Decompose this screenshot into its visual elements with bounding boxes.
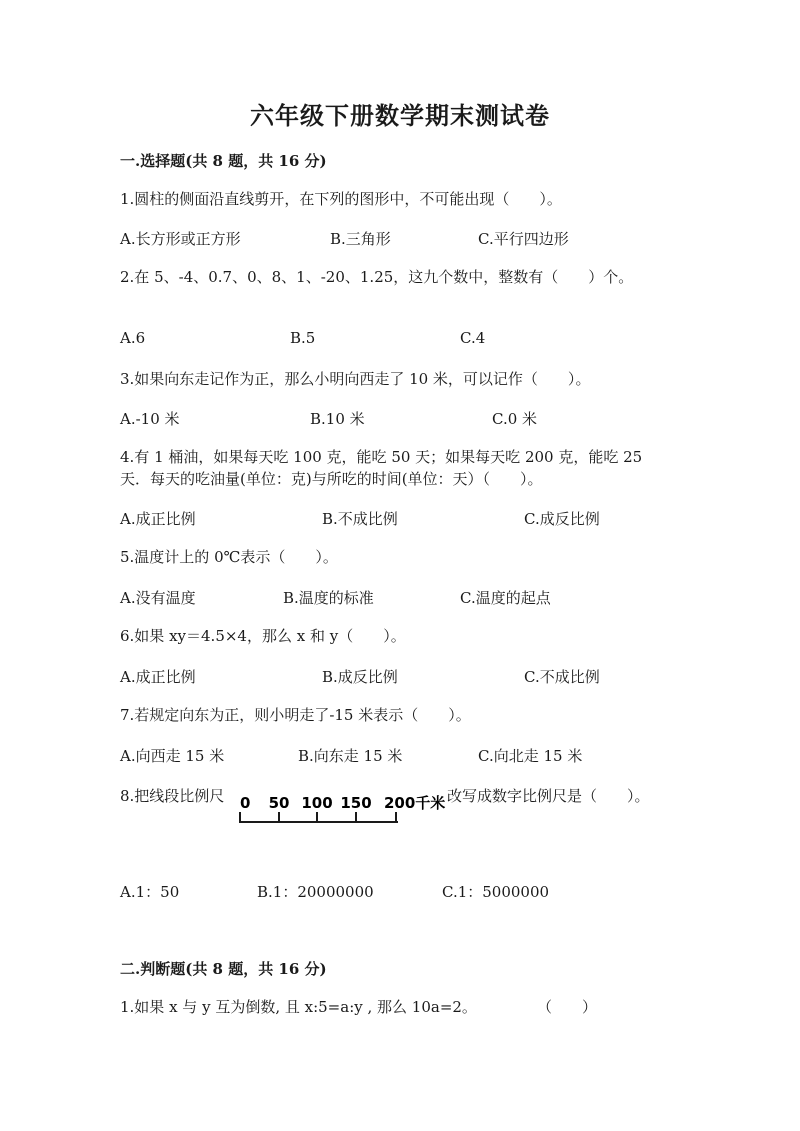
question-2-option-b: B.5 xyxy=(290,329,316,347)
judgement-1-text: 1.如果 x 与 y 互为倒数, 且 x:5=a:y , 那么 10a=2。 xyxy=(120,998,477,1016)
question-6-option-c: C.不成比例 xyxy=(524,668,600,686)
question-7-option-c: C.向北走 15 米 xyxy=(478,747,583,765)
scale-label-150: 150 xyxy=(340,794,372,812)
question-4-option-b: B.不成比例 xyxy=(322,510,398,528)
question-3-option-a: A.-10 米 xyxy=(120,410,180,428)
question-2-option-a: A.6 xyxy=(120,329,146,347)
question-6-option-b: B.成反比例 xyxy=(322,668,398,686)
question-4-option-a: A.成正比例 xyxy=(120,510,196,528)
question-1-option-a: A.长方形或正方形 xyxy=(120,230,241,248)
question-4-text-line-1: 4.有 1 桶油，如果每天吃 100 克，能吃 50 天；如果每天吃 200 克，能吃 25 xyxy=(120,448,643,466)
scale-label-50: 50 xyxy=(268,794,290,812)
question-5-text: 5.温度计上的 0℃表示（ ）。 xyxy=(120,548,338,566)
line-segment-scale xyxy=(236,790,446,834)
page-title: 六年级下册数学期末测试卷 xyxy=(250,101,550,130)
question-7-text: 7.若规定向东为正，则小明走了-15 米表示（ ）。 xyxy=(120,706,471,724)
question-8-option-a: A.1：50 xyxy=(120,883,180,901)
question-8-option-c: C.1：5000000 xyxy=(442,883,550,901)
question-1-option-b: B.三角形 xyxy=(330,230,391,248)
question-8-text-before: 8.把线段比例尺 xyxy=(120,787,225,805)
question-5-option-b: B.温度的标准 xyxy=(283,589,374,607)
question-8-text-after: 改写成数字比例尺是（ ）。 xyxy=(447,787,650,805)
question-4-text-line-2: 天．每天的吃油量(单位：克)与所吃的时间(单位：天）（ ）。 xyxy=(120,470,543,488)
question-6-text: 6.如果 xy＝4.5×4，那么 x 和 y（ ）。 xyxy=(120,627,406,645)
scale-label-100: 100 xyxy=(301,794,333,812)
section-heading-judgement: 二.判断题(共 8 题，共 16 分) xyxy=(120,960,327,978)
scale-label-200km: 200千米 xyxy=(384,794,446,812)
judgement-1-answer-blank: （ ） xyxy=(537,998,598,1016)
question-5-option-c: C.温度的起点 xyxy=(460,589,551,607)
question-1-text: 1.圆柱的侧面沿直线剪开，在下列的图形中，不可能出现（ ）。 xyxy=(120,190,562,208)
question-3-option-c: C.0 米 xyxy=(492,410,538,428)
question-6-option-a: A.成正比例 xyxy=(120,668,196,686)
question-1-option-c: C.平行四边形 xyxy=(478,230,569,248)
question-2-option-c: C.4 xyxy=(460,329,486,347)
scale-label-0: 0 xyxy=(240,794,251,812)
section-heading-choice: 一.选择题(共 8 题，共 16 分) xyxy=(120,152,327,170)
question-2-text: 2.在 5、-4、0.7、0、8、1、-20、1.25，这九个数中，整数有（ ）个。 xyxy=(120,268,634,286)
question-4-option-c: C.成反比例 xyxy=(524,510,600,528)
question-8-option-b: B.1：20000000 xyxy=(257,883,374,901)
question-7-option-b: B.向东走 15 米 xyxy=(298,747,403,765)
question-3-text: 3.如果向东走记作为正，那么小明向西走了 10 米，可以记作（ ）。 xyxy=(120,370,591,388)
question-5-option-a: A.没有温度 xyxy=(120,589,196,607)
question-7-option-a: A.向西走 15 米 xyxy=(120,747,225,765)
question-3-option-b: B.10 米 xyxy=(310,410,365,428)
